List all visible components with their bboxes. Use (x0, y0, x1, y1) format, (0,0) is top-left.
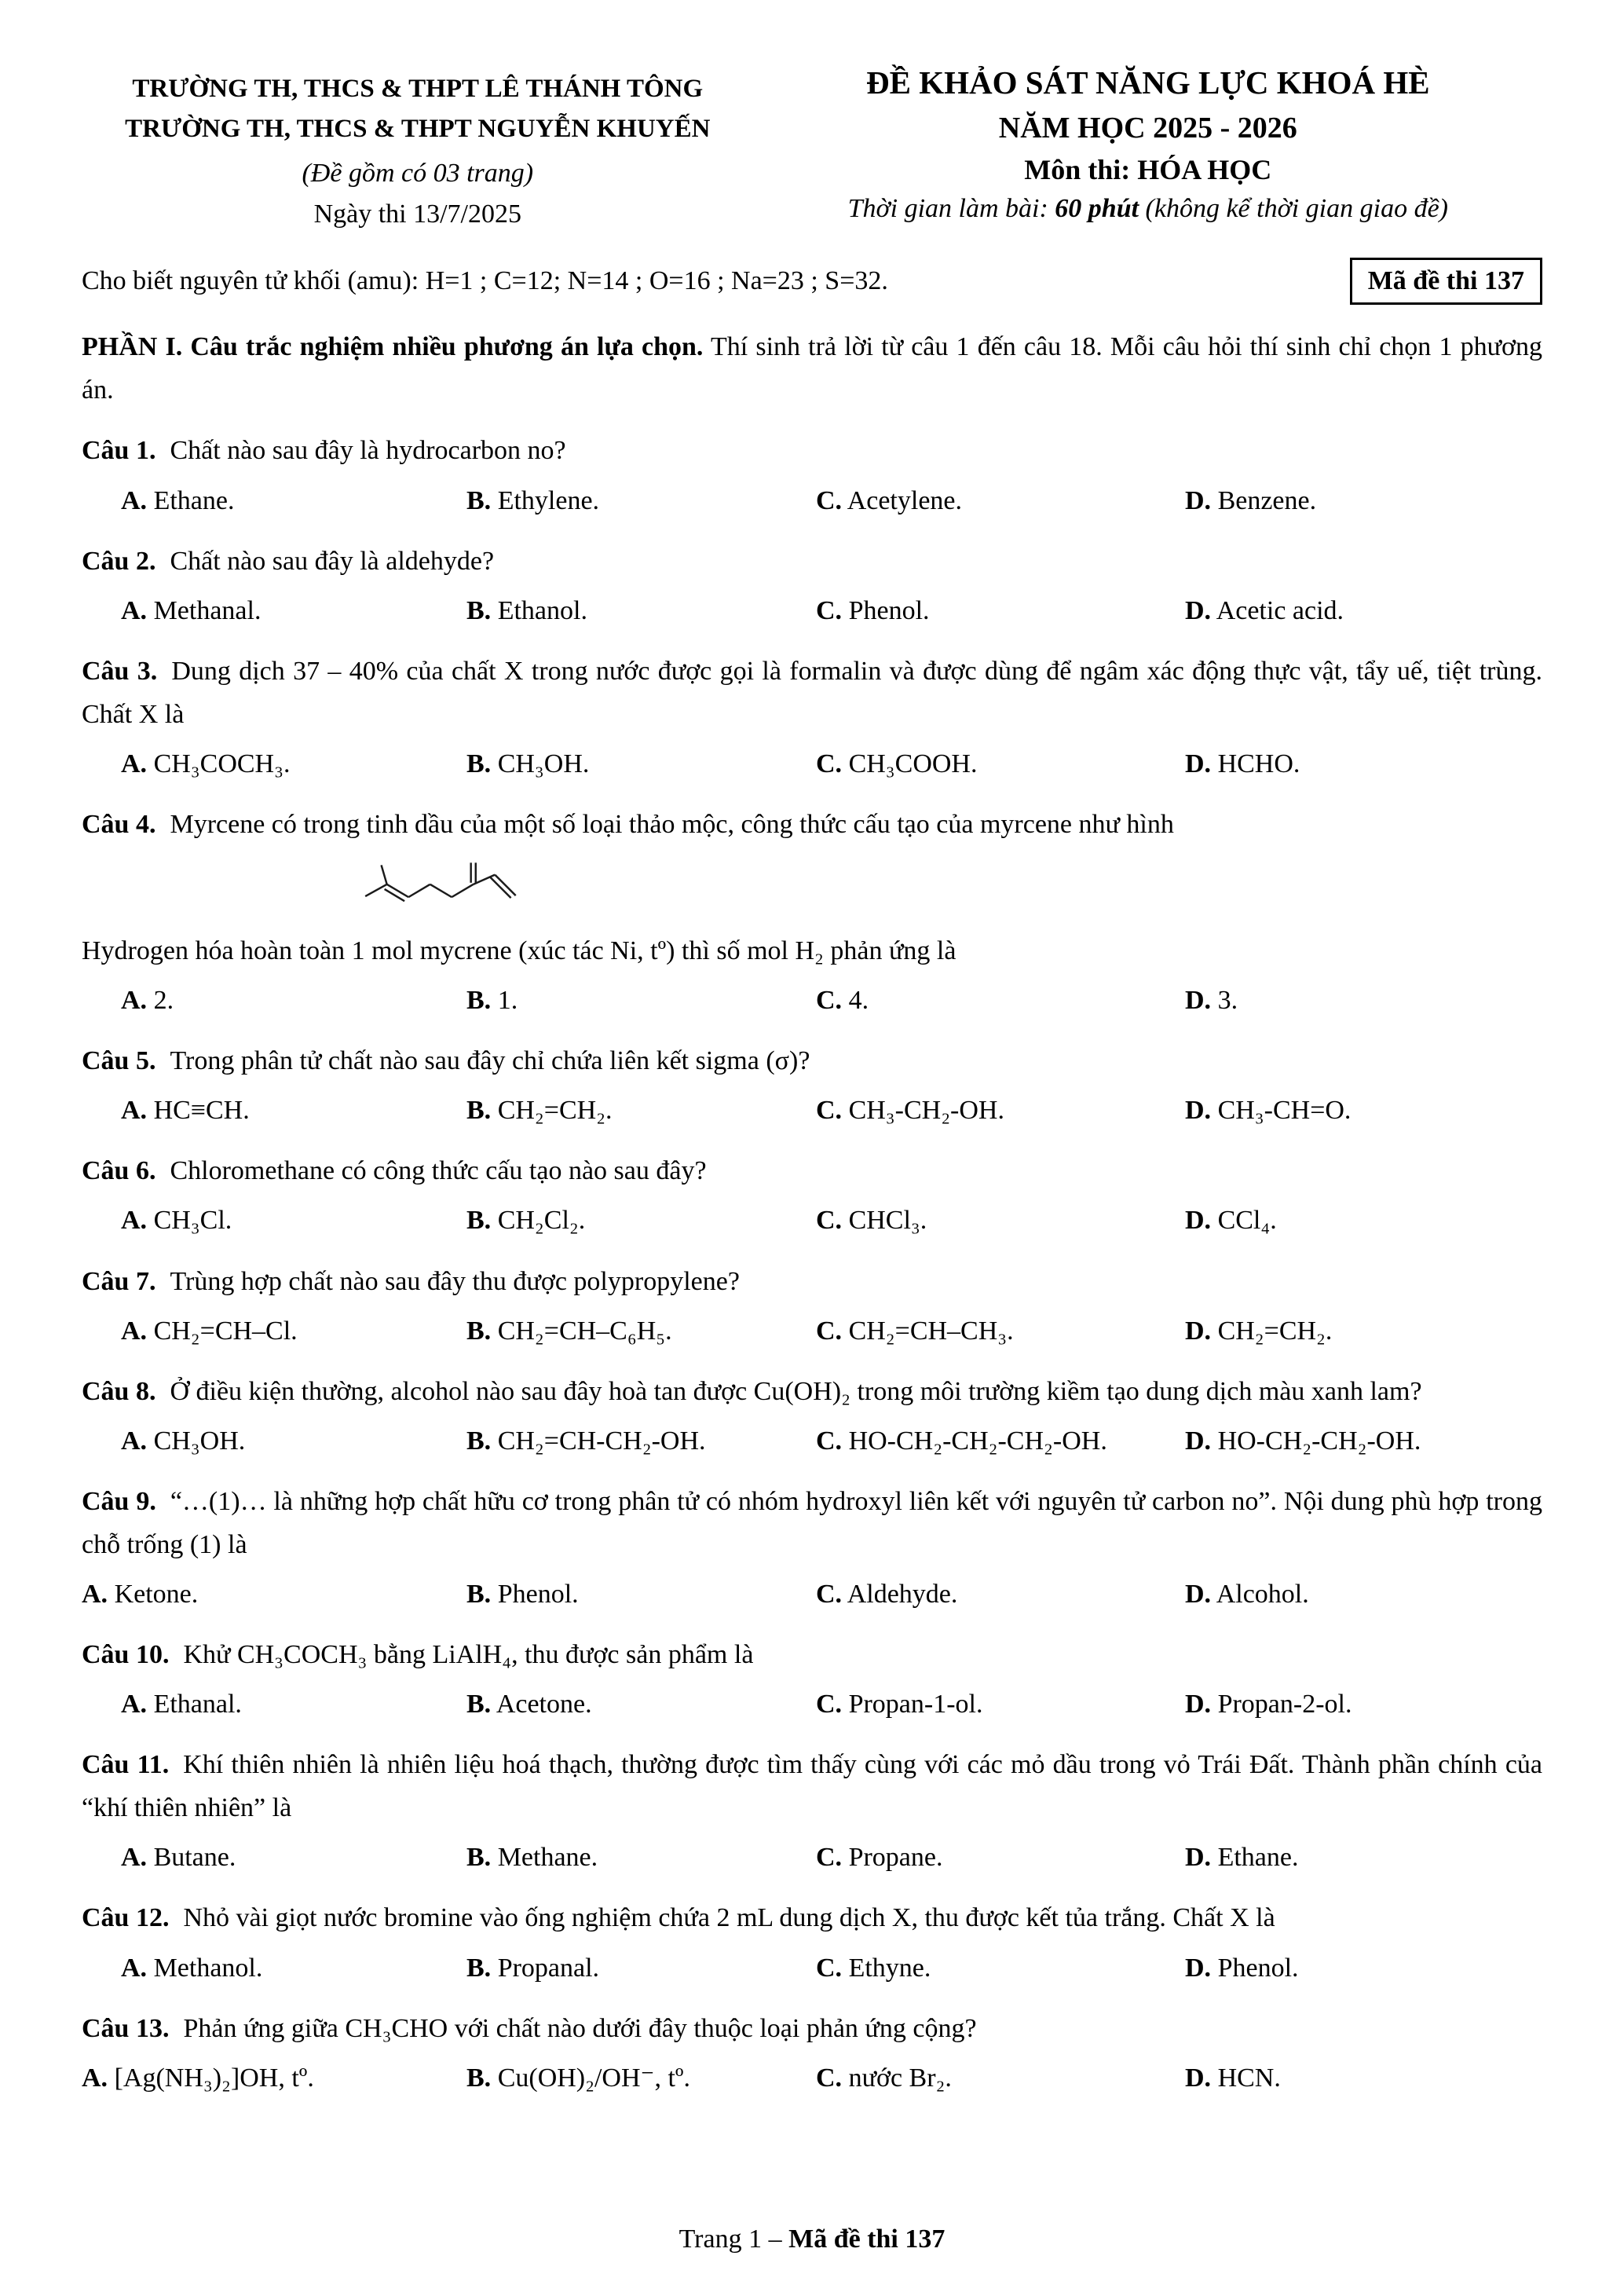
question-4-body: Myrcene có trong tinh dầu của một số loại thảo mộc, công thức cấu tạo của myrcene như hình (170, 809, 1174, 839)
question-5-option-a (121, 1089, 466, 1132)
option-letter: D. (1185, 2063, 1212, 2093)
question-6-label: Câu 6. (82, 1156, 156, 1186)
school-block (82, 63, 754, 229)
option-letter: B. (466, 2063, 492, 2093)
question-6-options (82, 1199, 1542, 1242)
footer-page-number: Trang 1 – (678, 2225, 789, 2254)
option-letter: C. (816, 1206, 843, 1236)
question-4-option-c (816, 979, 1185, 1022)
question-8-option-d (1185, 1419, 1542, 1463)
question-11-options (82, 1836, 1542, 1879)
question-9 (82, 1480, 1542, 1616)
question-13-options (82, 2056, 1542, 2100)
question-9-option-d (1185, 1573, 1542, 1616)
question-8-body: Ở điều kiện thường, alcohol nào sau đây hoà tan được Cu(OH)₂ trong môi trường kiềm tạo dung dịch màu xanh lam? (170, 1376, 1422, 1406)
option-text: CH₂=CH₂. (1217, 1316, 1333, 1346)
question-5-options (82, 1089, 1542, 1132)
question-10-label: Câu 10. (82, 1640, 170, 1670)
question-2 (82, 540, 1542, 632)
question-11-text (82, 1743, 1542, 1829)
option-text: 4. (848, 986, 869, 1016)
question-13-text (82, 2007, 1542, 2050)
question-10 (82, 1633, 1542, 1726)
question-2-option-b (466, 589, 816, 632)
question-2-option-c (816, 589, 1185, 632)
question-2-options (82, 589, 1542, 632)
question-4-label: Câu 4. (82, 809, 156, 839)
question-9-text (82, 1480, 1542, 1566)
option-letter: C. (816, 2063, 843, 2093)
question-10-option-b (466, 1683, 816, 1726)
question-8-option-b (466, 1419, 816, 1463)
option-letter: C. (816, 595, 843, 625)
question-12-option-d (1185, 1946, 1542, 1990)
question-13-body: Phản ứng giữa CH₃CHO với chất nào dưới đây thuộc loại phản ứng cộng? (183, 2013, 977, 2043)
question-8 (82, 1370, 1542, 1463)
question-7-body: Trùng hợp chất nào sau đây thu được polypropylene? (170, 1266, 740, 1296)
option-text: Propan-1-ol. (848, 1690, 983, 1719)
option-letter: A. (121, 1206, 148, 1236)
question-9-option-a (82, 1573, 466, 1616)
question-1-option-a (121, 479, 466, 522)
option-text: Methanol. (153, 1953, 263, 1983)
exam-title-block (754, 63, 1542, 224)
option-letter: A. (121, 1096, 148, 1126)
question-1-text (82, 429, 1542, 472)
option-letter: A. (121, 986, 148, 1016)
part1-title: PHẦN I. Câu trắc nghiệm nhiều phương án lựa chọn. (82, 332, 704, 362)
option-text: 2. (153, 986, 174, 1016)
question-7-option-a (121, 1309, 466, 1353)
option-letter: B. (466, 1690, 492, 1719)
option-text: HC≡CH. (153, 1096, 250, 1126)
option-letter: B. (466, 1953, 492, 1983)
option-text: CH₂=CH₂. (497, 1096, 613, 1126)
question-2-option-a (121, 589, 466, 632)
option-letter: B. (466, 485, 492, 515)
option-text: HO-CH₂-CH₂-OH. (1217, 1426, 1421, 1456)
option-text: CH₃Cl. (153, 1206, 232, 1236)
option-letter: D. (1185, 485, 1212, 515)
option-text: Ketone. (114, 1580, 199, 1609)
question-5-label: Câu 5. (82, 1046, 156, 1076)
atomic-masses: Cho biết nguyên tử khối (amu): H=1 ; C=12; N=14 ; O=16 ; Na=23 ; S=32. (82, 266, 888, 296)
option-letter: D. (1185, 1096, 1212, 1126)
question-10-option-c (816, 1683, 1185, 1726)
question-5-option-b (466, 1089, 816, 1132)
option-text: Benzene. (1217, 485, 1317, 515)
question-9-label: Câu 9. (82, 1486, 156, 1516)
option-text: Alcohol. (1216, 1580, 1309, 1609)
question-10-options (82, 1683, 1542, 1726)
question-3-option-a (121, 742, 466, 785)
question-1-label: Câu 1. (82, 436, 156, 466)
option-text: CCl₄. (1217, 1206, 1277, 1236)
option-text: nước Br₂. (848, 2063, 952, 2093)
question-3-text (82, 650, 1542, 736)
option-letter: B. (466, 1316, 492, 1346)
question-6-option-b (466, 1199, 816, 1242)
question-12-option-a (121, 1946, 466, 1990)
option-letter: C. (816, 1953, 843, 1983)
option-text: Methanal. (153, 595, 262, 625)
option-letter: A. (121, 1316, 148, 1346)
option-letter: C. (816, 1843, 843, 1873)
question-9-option-b (466, 1573, 816, 1616)
option-text: CH₃COOH. (848, 749, 978, 778)
option-text: 3. (1217, 986, 1238, 1016)
question-13-option-d (1185, 2056, 1542, 2100)
option-text: Acetone. (496, 1690, 592, 1719)
question-1-option-c (816, 479, 1185, 522)
option-letter: A. (121, 1426, 148, 1456)
question-1-body: Chất nào sau đây là hydrocarbon no? (170, 436, 566, 466)
option-text: CH₂=CH–C₆H₅. (497, 1316, 672, 1346)
option-text: CH₃OH. (153, 1426, 246, 1456)
question-11-option-d (1185, 1836, 1542, 1879)
question-5 (82, 1039, 1542, 1132)
part1-instructions: Thí sinh trả lời từ câu 1 đến câu 18. Mỗi câu hỏi thí sinh chỉ chọn 1 phương án. (82, 332, 1543, 405)
exam-title: ĐỀ KHẢO SÁT NĂNG LỰC KHOÁ HÈ (865, 64, 1430, 101)
question-2-body: Chất nào sau đây là aldehyde? (170, 546, 495, 576)
question-6-body: Chloromethane có công thức cấu tạo nào sau đây? (170, 1156, 707, 1186)
question-3-label: Câu 3. (82, 656, 158, 686)
option-text: Ethanol. (497, 595, 587, 625)
option-text: Ethane. (153, 485, 235, 515)
question-12-options (82, 1946, 1542, 1990)
question-4-option-d (1185, 979, 1542, 1022)
option-text: CH₂Cl₂. (497, 1206, 586, 1236)
option-text: Acetylene. (847, 485, 962, 515)
option-text: CH₂=CH-CH₂-OH. (497, 1426, 706, 1456)
option-text: CH₃-CH=O. (1217, 1096, 1352, 1126)
question-12-text (82, 1896, 1542, 1939)
option-letter: B. (466, 1843, 492, 1873)
question-5-option-c (816, 1089, 1185, 1132)
option-text: Propan-2-ol. (1217, 1690, 1352, 1719)
question-3-body: Dung dịch 37 – 40% của chất X trong nước được gọi là formalin và được dùng để ngâm xác động thực vật, tẩy uế, tiệt trùng. Chất X là (82, 656, 1542, 729)
duration-label: Thời gian làm bài: (847, 194, 1055, 224)
option-letter: A. (82, 2063, 108, 2093)
question-10-option-a (121, 1683, 466, 1726)
exam-date: Ngày thi 13/7/2025 (313, 200, 522, 229)
question-12 (82, 1896, 1542, 1989)
option-letter: D. (1185, 1316, 1212, 1346)
question-4-body-2: Hydrogen hóa hoàn toàn 1 mol mycrene (xúc tác Ni, tº) thì số mol H₂ phản ứng là (82, 936, 956, 966)
question-11-label: Câu 11. (82, 1750, 170, 1780)
option-text: Ethane. (1217, 1843, 1299, 1873)
option-letter: A. (121, 595, 148, 625)
question-1-options (82, 479, 1542, 522)
question-9-options (82, 1573, 1542, 1616)
option-text: Cu(OH)₂/OH⁻, tº. (497, 2063, 690, 2093)
option-letter: C. (816, 1690, 843, 1719)
school-name-1: TRƯỜNG TH, THCS & THPT LÊ THÁNH TÔNG (132, 75, 704, 103)
question-7 (82, 1260, 1542, 1353)
question-7-option-d (1185, 1309, 1542, 1353)
question-13-option-b (466, 2056, 816, 2100)
question-5-text (82, 1039, 1542, 1082)
option-text: Methane. (497, 1843, 598, 1873)
question-8-options (82, 1419, 1542, 1463)
question-9-body: “…(1)… là những hợp chất hữu cơ trong phân tử có nhóm hydroxyl liên kết với nguyên tử carbon no”. Nội dung phù hợp trong chỗ trống (1) là (82, 1486, 1542, 1559)
option-text: Propanal. (497, 1953, 600, 1983)
option-letter: B. (466, 1426, 492, 1456)
question-11 (82, 1743, 1542, 1879)
question-8-label: Câu 8. (82, 1376, 156, 1406)
question-7-label: Câu 7. (82, 1266, 156, 1296)
question-6-option-d (1185, 1199, 1542, 1242)
question-2-label: Câu 2. (82, 546, 156, 576)
option-text: Acetic acid. (1216, 595, 1344, 625)
option-letter: A. (121, 485, 148, 515)
option-letter: B. (466, 749, 492, 778)
question-1 (82, 429, 1542, 522)
school-name-2: TRƯỜNG TH, THCS & THPT NGUYỄN KHUYẾN (125, 115, 711, 144)
exam-header (82, 63, 1542, 229)
page-footer (0, 2221, 1624, 2258)
question-2-option-d (1185, 589, 1542, 632)
question-1-option-d (1185, 479, 1542, 522)
option-letter: D. (1185, 986, 1212, 1016)
school-year: NĂM HỌC 2025 - 2026 (998, 112, 1297, 145)
question-7-text (82, 1260, 1542, 1303)
option-text: [Ag(NH₃)₂]OH, tº. (114, 2063, 314, 2093)
question-4-option-b (466, 979, 816, 1022)
question-10-text (82, 1633, 1542, 1676)
option-letter: C. (816, 749, 843, 778)
option-letter: D. (1185, 1426, 1212, 1456)
question-11-body: Khí thiên nhiên là nhiên liệu hoá thạch, thường được tìm thấy cùng với các mỏ dầu trong vỏ Trái Đất. Thành phần chính của “khí thiên nhiên” là (82, 1750, 1542, 1823)
question-8-option-a (121, 1419, 466, 1463)
duration-line (754, 194, 1542, 224)
option-letter: A. (121, 1843, 148, 1873)
option-letter: C. (816, 1096, 843, 1126)
option-text: Ethanal. (153, 1690, 242, 1719)
question-7-option-b (466, 1309, 816, 1353)
option-letter: B. (466, 1580, 492, 1609)
option-text: CH₂=CH–Cl. (153, 1316, 298, 1346)
question-7-options (82, 1309, 1542, 1353)
option-letter: C. (816, 986, 843, 1016)
duration-note: (không kể thời gian giao đề) (1139, 194, 1448, 224)
question-6-option-a (121, 1199, 466, 1242)
option-text: Butane. (153, 1843, 236, 1873)
question-3 (82, 650, 1542, 785)
question-13 (82, 2007, 1542, 2100)
option-letter: D. (1185, 1953, 1212, 1983)
option-letter: A. (82, 1580, 108, 1609)
question-11-option-c (816, 1836, 1185, 1879)
option-letter: B. (466, 1096, 492, 1126)
pages-note: (Đề gồm có 03 trang) (302, 159, 534, 189)
question-3-option-d (1185, 742, 1542, 785)
subject-line: Môn thi: HÓA HỌC (1024, 154, 1272, 186)
option-text: Propane. (848, 1843, 943, 1873)
option-text: CHCl₃. (848, 1206, 927, 1236)
question-4-option-a (121, 979, 466, 1022)
exam-code-badge: Mã đề thi 137 (1350, 258, 1542, 305)
option-letter: D. (1185, 1690, 1212, 1719)
question-4-text (82, 803, 1542, 846)
option-letter: B. (466, 986, 492, 1016)
question-8-text (82, 1370, 1542, 1413)
myrcene-structure-svg (358, 859, 528, 925)
duration-value: 60 phút (1055, 194, 1139, 224)
question-7-option-c (816, 1309, 1185, 1353)
option-text: CH₃OH. (497, 749, 590, 778)
option-text: Ethylene. (497, 485, 600, 515)
option-letter: B. (466, 1206, 492, 1236)
footer-exam-code: Mã đề thi 137 (788, 2225, 946, 2254)
option-text: Ethyne. (848, 1953, 931, 1983)
question-4 (82, 803, 1542, 1022)
question-11-option-b (466, 1836, 816, 1879)
question-1-option-b (466, 479, 816, 522)
option-letter: A. (121, 1690, 148, 1719)
question-12-option-c (816, 1946, 1185, 1990)
question-3-option-c (816, 742, 1185, 785)
question-4-continued (82, 929, 1542, 972)
option-text: 1. (497, 986, 518, 1016)
option-text: Phenol. (497, 1580, 579, 1609)
question-11-option-a (121, 1836, 466, 1879)
question-6-text (82, 1149, 1542, 1192)
option-letter: B. (466, 595, 492, 625)
option-text: Phenol. (848, 595, 930, 625)
option-text: Phenol. (1217, 1953, 1299, 1983)
question-13-option-c (816, 2056, 1185, 2100)
part1-heading (82, 325, 1542, 412)
question-5-body: Trong phân tử chất nào sau đây chỉ chứa liên kết sigma (σ)? (170, 1046, 810, 1076)
question-3-option-b (466, 742, 816, 785)
option-letter: D. (1185, 1843, 1212, 1873)
question-10-body: Khử CH₃COCH₃ bằng LiAlH₄, thu được sản phẩm là (183, 1640, 754, 1670)
option-letter: D. (1185, 749, 1212, 778)
question-12-option-b (466, 1946, 816, 1990)
option-letter: D. (1185, 1206, 1212, 1236)
option-letter: C. (816, 485, 843, 515)
option-letter: A. (121, 749, 148, 778)
myrcene-structure (358, 859, 528, 925)
question-5-option-d (1185, 1089, 1542, 1132)
option-letter: C. (816, 1580, 843, 1609)
info-row (82, 258, 1542, 305)
question-13-label: Câu 13. (82, 2013, 170, 2043)
question-4-options (82, 979, 1542, 1022)
question-12-label: Câu 12. (82, 1903, 170, 1933)
option-text: CH₂=CH–CH₃. (848, 1316, 1014, 1346)
question-8-option-c (816, 1419, 1185, 1463)
question-2-text (82, 540, 1542, 583)
option-letter: A. (121, 1953, 148, 1983)
question-3-options (82, 742, 1542, 785)
option-letter: C. (816, 1426, 843, 1456)
option-letter: D. (1185, 595, 1212, 625)
option-text: HCHO. (1217, 749, 1300, 778)
option-letter: C. (816, 1316, 843, 1346)
option-text: HCN. (1217, 2063, 1281, 2093)
question-6-option-c (816, 1199, 1185, 1242)
option-letter: D. (1185, 1580, 1212, 1609)
option-text: CH₃COCH₃. (153, 749, 291, 778)
option-text: CH₃-CH₂-OH. (848, 1096, 1004, 1126)
question-10-option-d (1185, 1683, 1542, 1726)
option-text: HO-CH₂-CH₂-CH₂-OH. (848, 1426, 1107, 1456)
question-13-option-a (82, 2056, 466, 2100)
question-6 (82, 1149, 1542, 1242)
option-text: Aldehyde. (847, 1580, 958, 1609)
question-9-option-c (816, 1573, 1185, 1616)
question-12-body: Nhỏ vài giọt nước bromine vào ống nghiệm chứa 2 mL dung dịch X, thu được kết tủa trắng. Chất X là (183, 1903, 1275, 1933)
